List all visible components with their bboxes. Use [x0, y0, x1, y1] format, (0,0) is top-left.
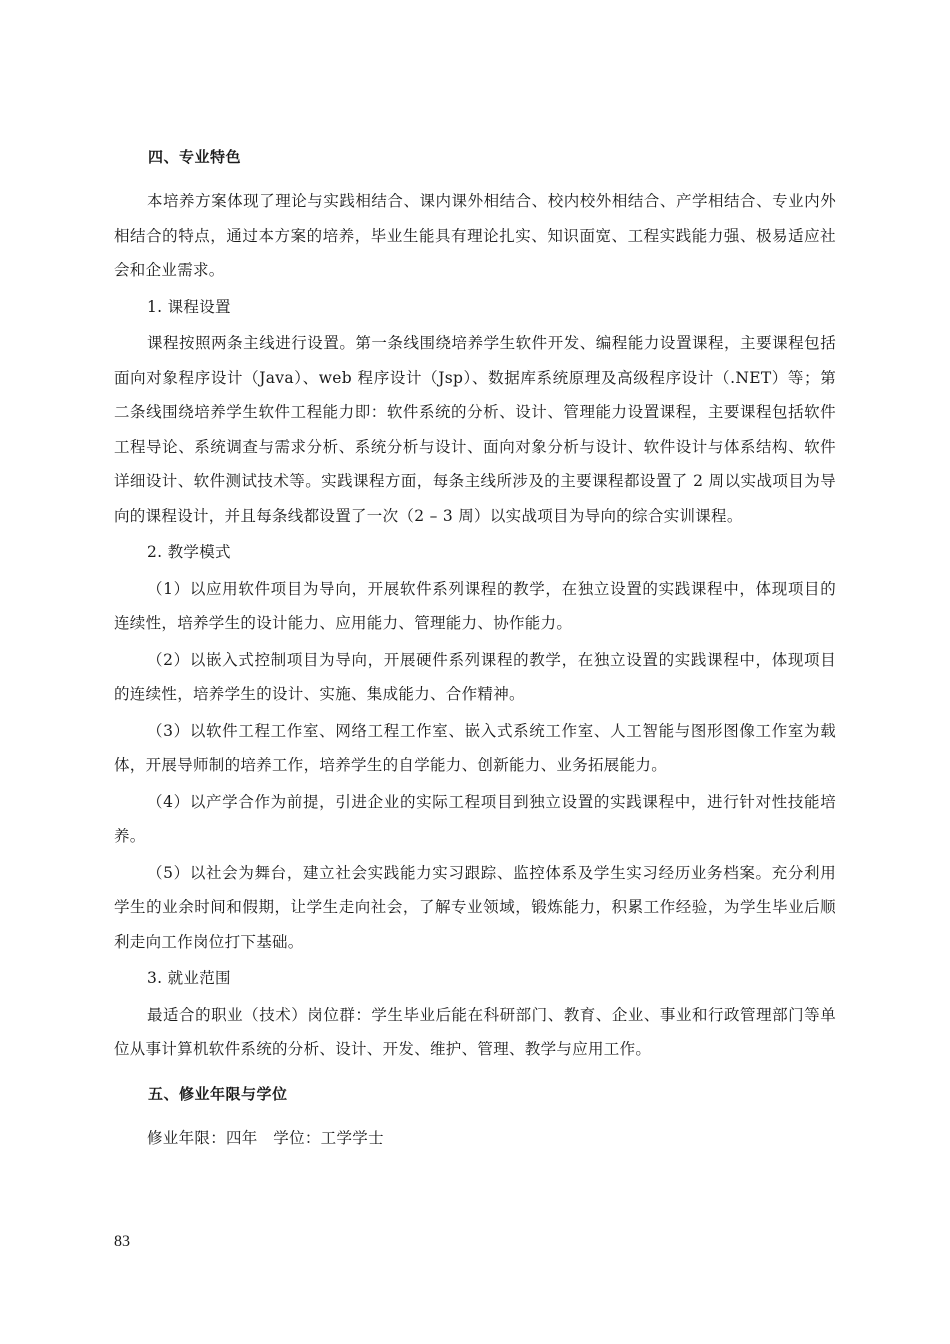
employment-heading: 3. 就业范围 — [147, 969, 231, 987]
section-4-heading: 四、专业特色 — [148, 148, 242, 166]
section-4-intro: 本培养方案体现了理论与实践相结合、课内课外相结合、校内校外相结合、产学相结合、专业内外相结合的特点，通过本方案的培养，毕业生能具有理论扎实、知识面宽、工程实践能力强、极易适应社会和企业需求。 — [114, 192, 836, 279]
teaching-mode-point-3: （3）以软件工程工作室、网络工程工作室、嵌入式系统工作室、人工智能与图形图像工作室为载体，开展导师制的培养工作，培养学生的自学能力、创新能力、业务拓展能力。 — [114, 721, 836, 774]
teaching-mode-point-2: （2）以嵌入式控制项目为导向，开展硬件系列课程的教学，在独立设置的实践课程中，体现项目的连续性，培养学生的设计、实施、集成能力、合作精神。 — [114, 650, 836, 703]
curriculum-heading: 1. 课程设置 — [147, 297, 231, 316]
teaching-mode-heading: 2. 教学模式 — [147, 543, 231, 561]
section-5-text: 修业年限：四年 学位：工学学士 — [147, 1128, 384, 1147]
employment-text: 最适合的职业（技术）岗位群：学生毕业后能在科研部门、教育、企业、事业和行政管理部门等单位从事计算机软件系统的分析、设计、开发、维护、管理、教学与应用工作。 — [114, 1005, 836, 1058]
page-number: 83 — [114, 1233, 130, 1250]
curriculum-text: 课程按照两条主线进行设置。第一条线围绕培养学生软件开发、编程能力设置课程，主要课程包括面向对象程序设计（Java）、web 程序设计（Jsp）、数据库系统原理及高级程序设计（.NET）等；第二条线围绕培养学生软件工程能力即：软件系统的分析、设计、管理能力设置课程，主要课程包括软件工程导论、系统调查与需求分析、系统分析与设计、面向对象分析与设计、软件设计与体系结构、软件详细设计、软件测试技术等。实践课程方面，每条主线所涉及的主要课程都设置了 2 周以实战项目为导向的课程设计，并且每条线都设置了一次（2 – 3 周）以实战项目为导向的综合实训课程。 — [114, 334, 836, 525]
section-5-heading: 五、修业年限与学位 — [148, 1084, 288, 1103]
teaching-mode-point-4: （4）以产学合作为前提，引进企业的实际工程项目到独立设置的实践课程中，进行针对性技能培养。 — [114, 792, 836, 845]
page-content — [114, 140, 836, 1157]
teaching-mode-point-5: （5）以社会为舞台，建立社会实践能力实习跟踪、监控体系及学生实习经历业务档案。充分利用学生的业余时间和假期，让学生走向社会，了解专业领域，锻炼能力，积累工作经验，为学生毕业后顺利走向工作岗位打下基础。 — [114, 863, 836, 951]
teaching-mode-point-1: （1）以应用软件项目为导向，开展软件系列课程的教学，在独立设置的实践课程中，体现项目的连续性，培养学生的设计能力、应用能力、管理能力、协作能力。 — [114, 579, 836, 632]
